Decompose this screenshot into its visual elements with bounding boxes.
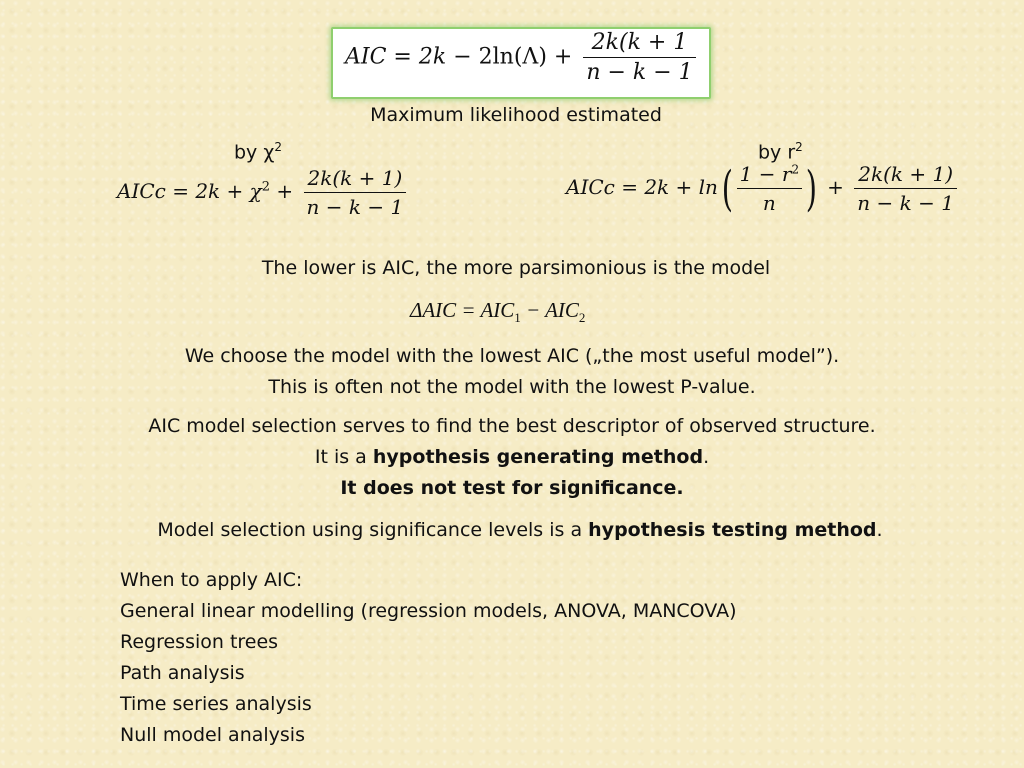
delta-aic-formula: $\Delta AIC = AIC_1 - AIC_2$ [410, 298, 586, 326]
label-by-r: by $r^2$ [758, 140, 803, 164]
list-item: Path analysis [120, 662, 245, 684]
choose-line-1: We choose the model with the lowest AIC („the most useful model”). [184, 345, 840, 367]
testing-line: Model selection using significance levels is a hypothesis testing method. [157, 519, 883, 541]
label-by-chi: by $\chi^2$ [234, 140, 282, 164]
aicc-r-fraction: $\frac{2k(k + 1)}{n - k - 1}$ [854, 162, 957, 215]
list-item: Regression trees [120, 631, 279, 653]
choose-line-2: This is often not the model with the lowest P-value. [268, 376, 756, 398]
apply-heading: When to apply AIC: [120, 569, 303, 591]
aicc-r-formula: AICc = 2k + ln( $\frac{1 - r^2}{n}$ ) + $\frac{2k(k + 1)}{n - k - 1}$ [566, 162, 961, 215]
selection-line-1: AIC model selection serves to find the best descriptor of observed structure. [148, 415, 876, 437]
apply-list [120, 565, 737, 751]
main-aic-formula: AIC = 2k − 2ln(Λ) + $\frac{2k(k + 1}{n - k - 1}$ [345, 30, 700, 85]
caption-mle: Maximum likelihood estimated [370, 104, 662, 126]
selection-line-2: It is a hypothesis generating method. [314, 446, 710, 468]
list-item: Time series analysis [120, 693, 312, 715]
aicc-r-inner-fraction: $\frac{1 - r^2}{n}$ [737, 162, 802, 215]
main-formula-fraction: $\frac{2k(k + 1}{n - k - 1}$ [583, 30, 695, 85]
list-item: Null model analysis [120, 724, 305, 746]
parsimony-text: The lower is AIC, the more parsimonious is the model [261, 257, 771, 279]
selection-line-3: It does not test for significance. [340, 477, 684, 499]
list-item: General linear modelling (regression models, ANOVA, MANCOVA) [120, 600, 737, 622]
aicc-chi-formula: AICc = $2k + \chi^2$ + $\frac{2k(k + 1)}{n - k - 1}$ [117, 166, 410, 219]
aicc-chi-fraction: $\frac{2k(k + 1)}{n - k - 1}$ [304, 166, 407, 219]
